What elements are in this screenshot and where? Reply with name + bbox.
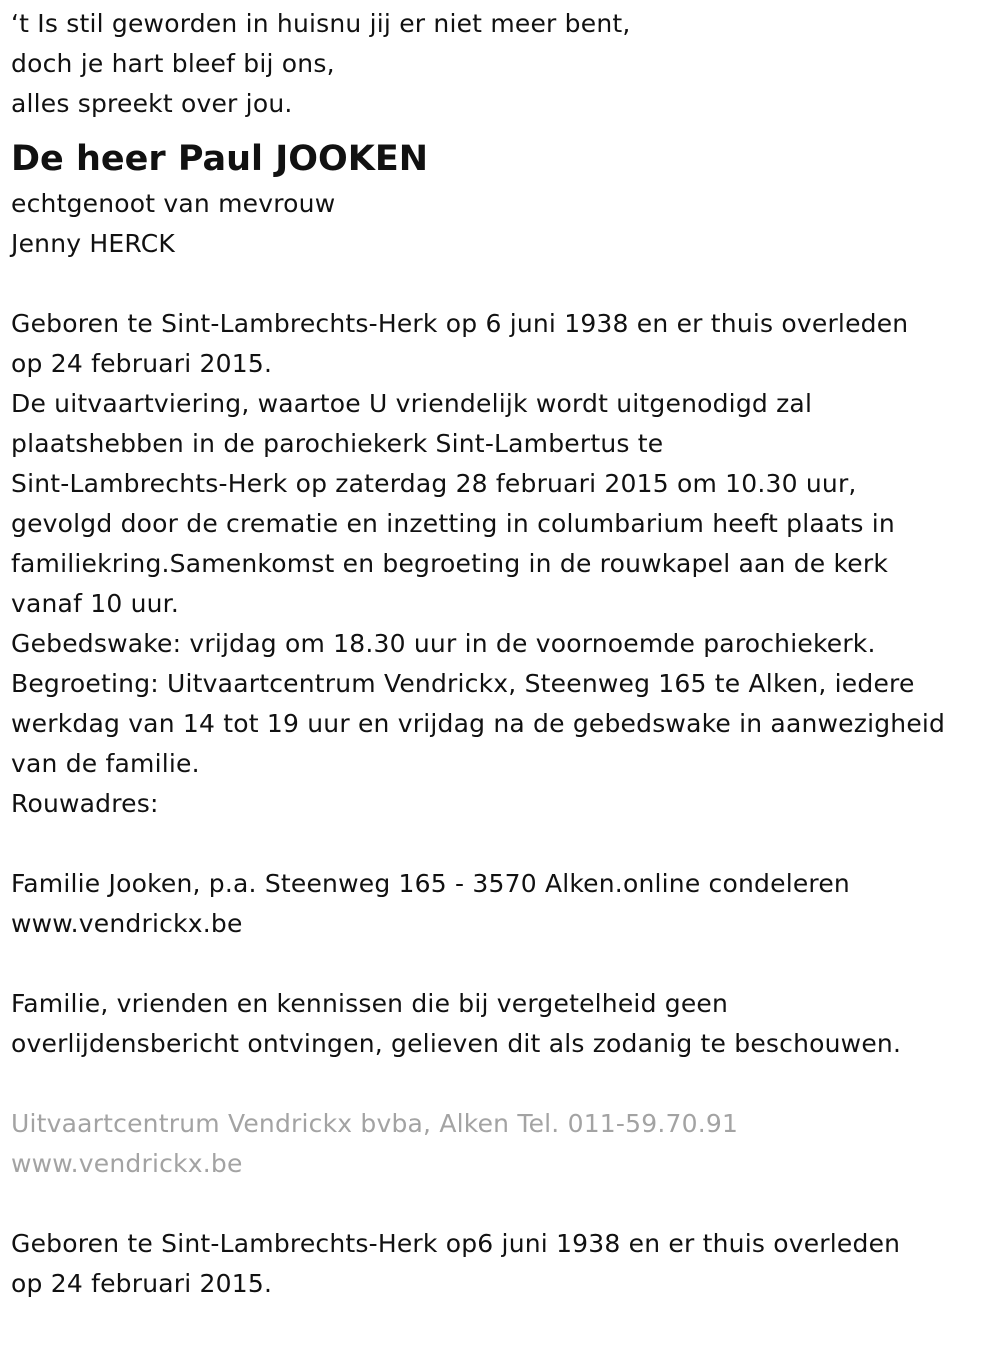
poem-line: ‘t Is stil geworden in huisnu jij er niet meer bent, [11, 9, 631, 38]
website-link[interactable]: www.vendrickx.be [11, 909, 243, 938]
obituary-body [11, 304, 990, 824]
mourning-address [11, 864, 990, 944]
spacer [11, 1064, 990, 1104]
notice-line: overlijdensbericht ontvingen, gelieven dit als zodanig te beschouwen. [11, 1029, 902, 1058]
footer-line: Geboren te Sint-Lambrechts-Herk op6 juni 1938 en er thuis overleden [11, 1229, 901, 1258]
body-line: Rouwadres: [11, 789, 159, 818]
notice-line: Familie, vrienden en kennissen die bij vergetelheid geen [11, 989, 729, 1018]
body-line: Geboren te Sint-Lambrechts-Herk op 6 juni 1938 en er thuis overleden [11, 309, 909, 338]
funeral-home-credit [11, 1104, 990, 1184]
footer-birth-info [11, 1224, 990, 1304]
body-line: vanaf 10 uur. [11, 589, 180, 618]
poem [11, 4, 990, 124]
notice [11, 984, 990, 1064]
body-line: Gebedswake: vrijdag om 18.30 uur in de voornoemde parochiekerk. [11, 629, 876, 658]
spacer [11, 264, 990, 304]
poem-line: doch je hart bleef bij ons, [11, 49, 335, 78]
footer-line: op 24 februari 2015. [11, 1269, 273, 1298]
spacer [11, 824, 990, 864]
spouse-line: echtgenoot van mevrouw [11, 189, 336, 218]
body-line: Begroeting: Uitvaartcentrum Vendrickx, Steenweg 165 te Alken, iedere [11, 669, 915, 698]
spacer [11, 1184, 990, 1224]
address-line: Familie Jooken, p.a. Steenweg 165 - 3570 Alken.online condeleren [11, 869, 850, 898]
spouse-line: Jenny HERCK [11, 229, 175, 258]
body-line: De uitvaartviering, waartoe U vriendelijk wordt uitgenodigd zal [11, 389, 813, 418]
spouse-info [11, 184, 990, 264]
body-line: plaatshebben in de parochiekerk Sint-Lambertus te [11, 429, 664, 458]
funeral-home-website-link[interactable]: www.vendrickx.be [11, 1149, 243, 1178]
body-line: werkdag van 14 tot 19 uur en vrijdag na de gebedswake in aanwezigheid [11, 709, 946, 738]
funeral-home-line: Uitvaartcentrum Vendrickx bvba, Alken Tel. 011-59.70.91 [11, 1109, 739, 1138]
body-line: Sint-Lambrechts-Herk op zaterdag 28 februari 2015 om 10.30 uur, [11, 469, 857, 498]
poem-line: alles spreekt over jou. [11, 89, 293, 118]
body-line: op 24 februari 2015. [11, 349, 273, 378]
body-line: van de familie. [11, 749, 200, 778]
spacer [11, 944, 990, 984]
body-line: familiekring.Samenkomst en begroeting in de rouwkapel aan de kerk [11, 549, 889, 578]
deceased-name: De heer Paul JOOKEN [11, 139, 429, 179]
body-line: gevolgd door de crematie en inzetting in columbarium heeft plaats in [11, 509, 895, 538]
